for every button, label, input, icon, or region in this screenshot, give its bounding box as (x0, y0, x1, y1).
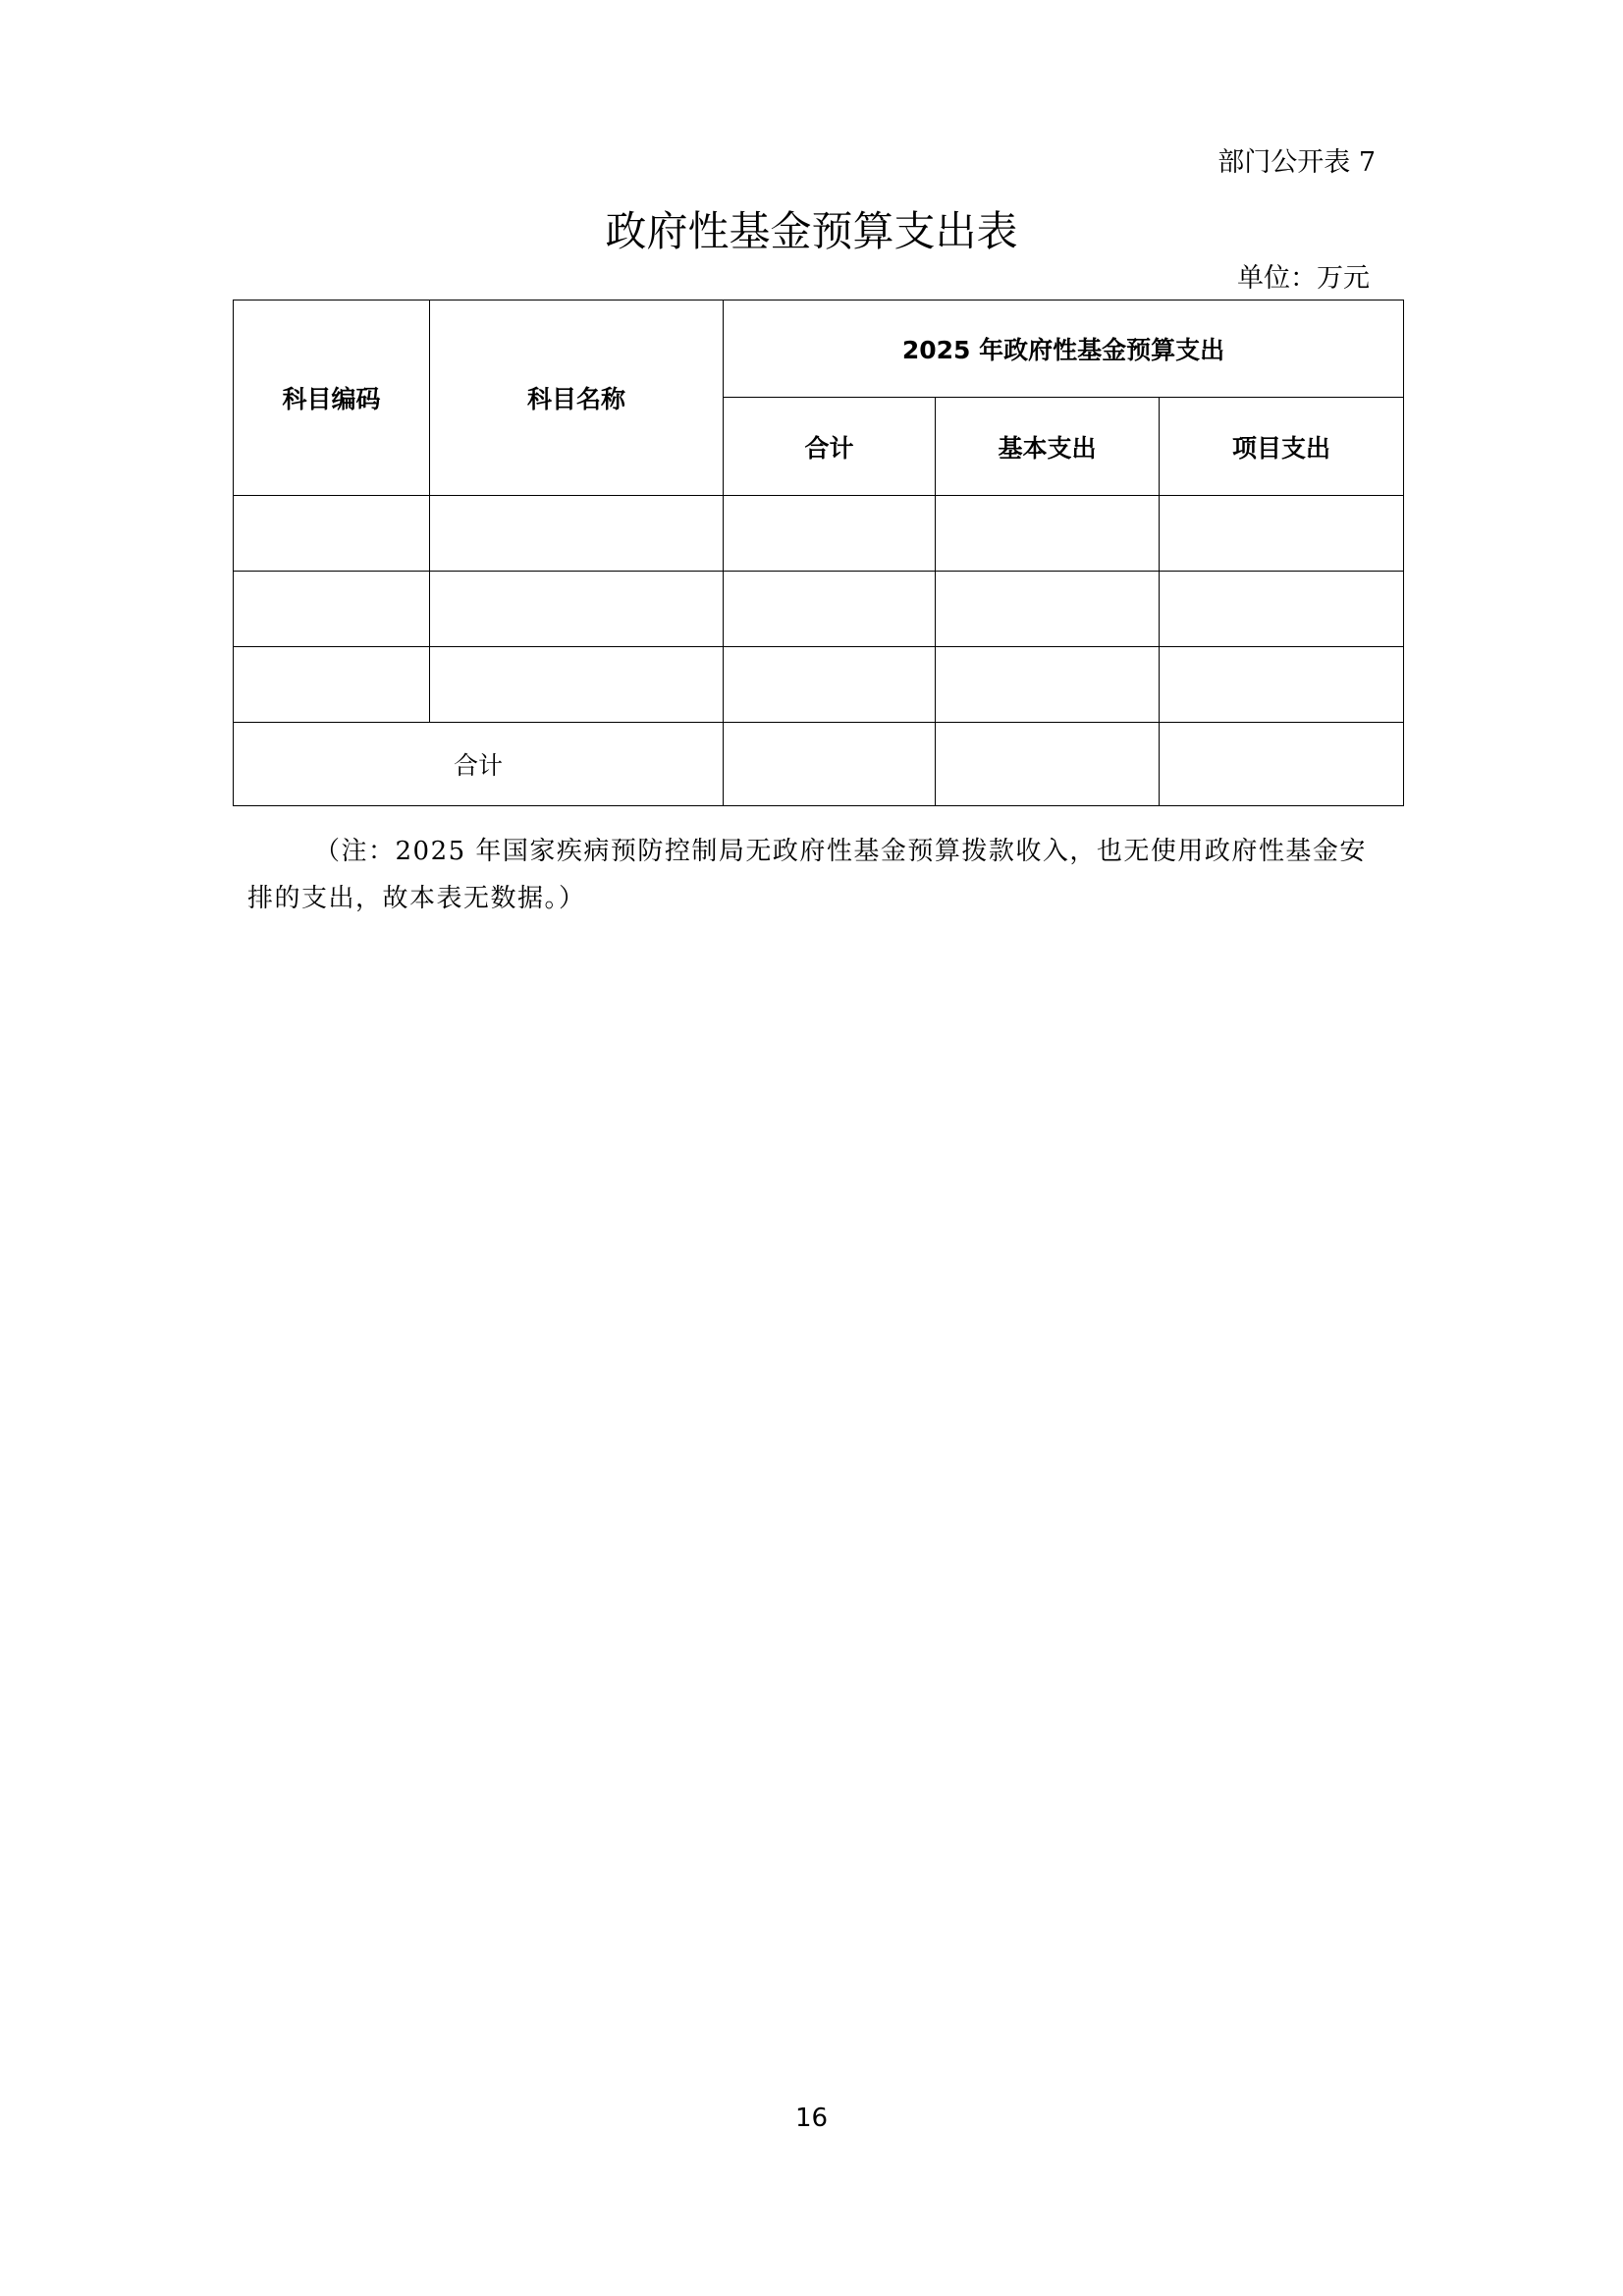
table-cell (1160, 496, 1404, 572)
table-cell (724, 723, 936, 806)
table-cell (724, 572, 936, 647)
table-note: （注：2025 年国家疾病预防控制局无政府性基金预算拨款收入，也无使用政府性基金安排的支出，故本表无数据。） (247, 837, 1367, 913)
budget-table (233, 300, 1404, 806)
table-row (234, 647, 1404, 723)
table-number-label: 部门公开表 7 (1217, 147, 1376, 178)
header-subject-name: 科目名称 (430, 301, 724, 496)
table-row (234, 496, 1404, 572)
header-basic-expenditure: 基本支出 (936, 398, 1160, 496)
page-title: 政府性基金预算支出表 (605, 207, 1018, 255)
header-expenditure-group: 2025 年政府性基金预算支出 (724, 301, 1404, 398)
table-cell (936, 723, 1160, 806)
table-cell (1160, 647, 1404, 723)
table-cell (1160, 572, 1404, 647)
table-cell (234, 496, 430, 572)
table-cell (936, 647, 1160, 723)
table-row (234, 572, 1404, 647)
header-project-expenditure: 项目支出 (1160, 398, 1404, 496)
table-cell (724, 647, 936, 723)
table-cell (1160, 723, 1404, 806)
header-total: 合计 (724, 398, 936, 496)
table-header-row (234, 301, 1404, 398)
total-row-label: 合计 (234, 723, 724, 806)
header-subject-code: 科目编码 (234, 301, 430, 496)
page-number: 16 (794, 2104, 829, 2133)
table-total-row (234, 723, 1404, 806)
table-cell (936, 572, 1160, 647)
table-cell (234, 572, 430, 647)
table-cell (724, 496, 936, 572)
table-cell (430, 572, 724, 647)
table-cell (430, 647, 724, 723)
table-cell (234, 647, 430, 723)
table-cell (430, 496, 724, 572)
unit-label: 单位：万元 (1237, 263, 1370, 294)
table-cell (936, 496, 1160, 572)
